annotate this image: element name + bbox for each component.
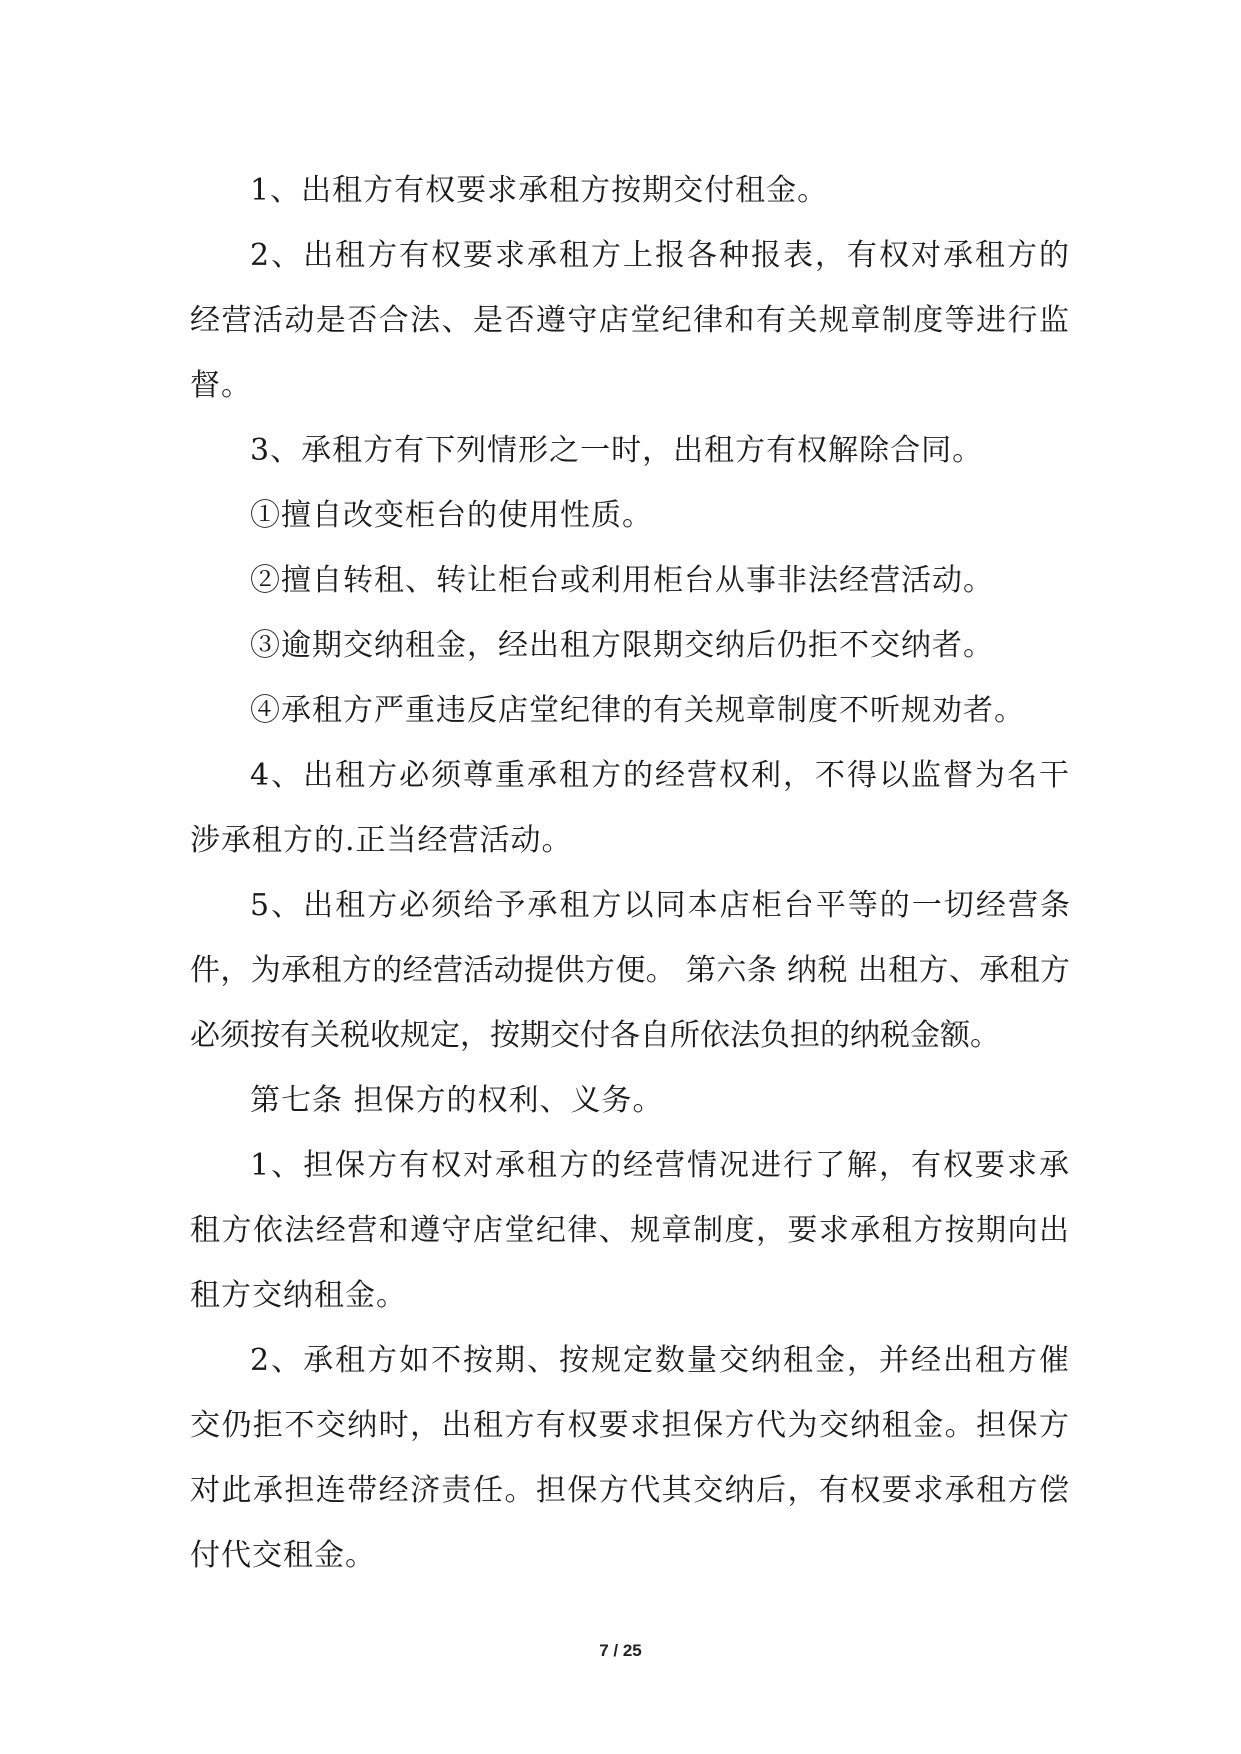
paragraph-6: ③逾期交纳租金，经出租方限期交纳后仍拒不交纳者。 <box>250 628 994 663</box>
paragraph-5: ②擅自转租、转让柜台或利用柜台从事非法经营活动。 <box>250 563 994 598</box>
page-number: 7 / 25 <box>599 1641 642 1660</box>
paragraph-8: 4、出租方必须尊重承租方的经营权利，不得以监督为名干涉承租方的.正当经营活动。 <box>190 758 1070 858</box>
paragraph-11: 1、担保方有权对承租方的经营情况进行了解，有权要求承租方依法经营和遵守店堂纪律、规章制度，要求承租方按期向出租方交纳租金。 <box>190 1148 1070 1313</box>
paragraph-3: 3、承租方有下列情形之一时，出租方有权解除合同。 <box>250 433 984 468</box>
document-body <box>190 158 1070 1588</box>
paragraph-9: 5、出租方必须给予承租方以同本店柜台平等的一切经营条件，为承租方的经营活动提供方便。 第六条 纳税 出租方、承租方必须按有关税收规定，按期交付各自所依法负担的纳税金额。 <box>190 888 1070 1053</box>
page-footer <box>0 1641 1241 1661</box>
paragraph-10: 第七条 担保方的权利、义务。 <box>250 1083 664 1118</box>
paragraph-2: 2、出租方有权要求承租方上报各种报表，有权对承租方的经营活动是否合法、是否遵守店堂纪律和有关规章制度等进行监督。 <box>190 238 1070 403</box>
paragraph-4: ①擅自改变柜台的使用性质。 <box>250 498 653 533</box>
paragraph-1: 1、出租方有权要求承租方按期交付租金。 <box>250 173 829 208</box>
paragraph-12: 2、承租方如不按期、按规定数量交纳租金，并经出租方催交仍拒不交纳时，出租方有权要求担保方代为交纳租金。担保方对此承担连带经济责任。担保方代其交纳后，有权要求承租方偿付代交租金。 <box>190 1343 1070 1573</box>
paragraph-7: ④承租方严重违反店堂纪律的有关规章制度不听规劝者。 <box>250 693 1025 728</box>
